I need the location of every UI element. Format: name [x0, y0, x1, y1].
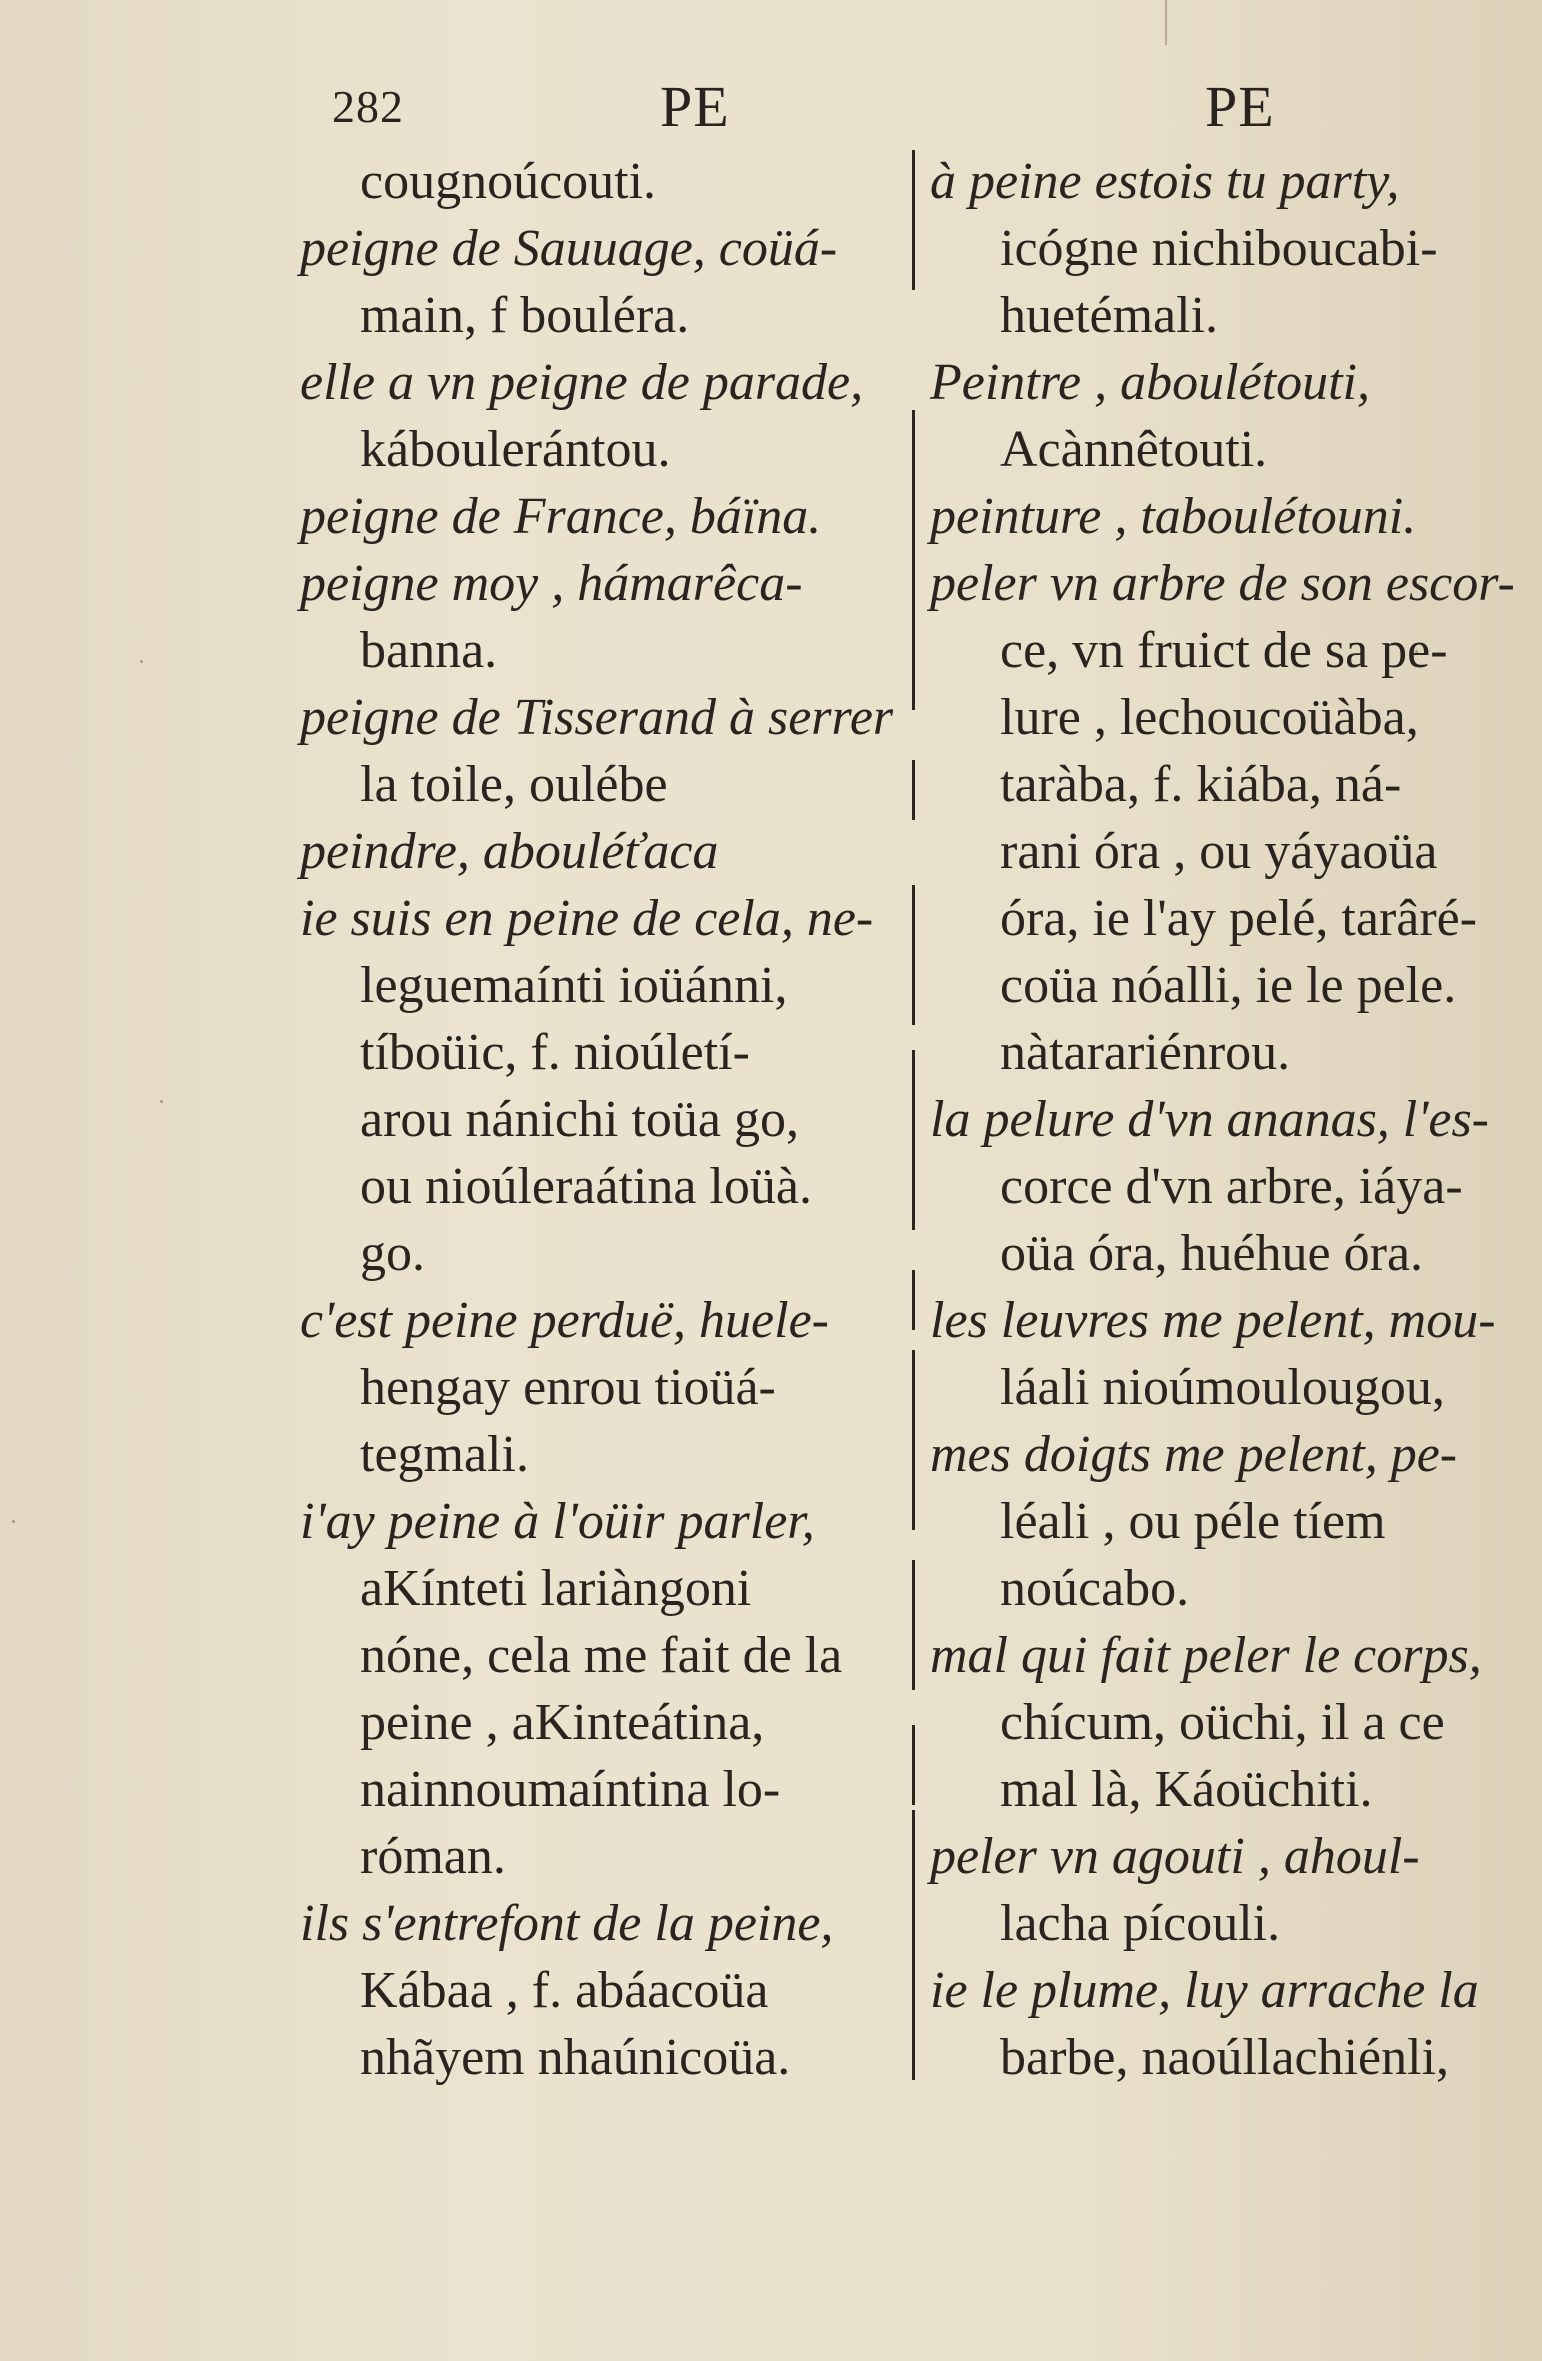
dictionary-entry-continuation: taràba, f. kiába, ná-: [1000, 756, 1402, 813]
dictionary-entry-headword: peigne de Tisserand à serrer: [300, 689, 894, 746]
dictionary-entry-headword: ils s'entrefont de la peine,: [300, 1895, 834, 1952]
running-head-right: PE: [1205, 74, 1275, 139]
dictionary-entry-continuation: káboulerántou.: [360, 421, 671, 478]
dictionary-entry-continuation: ou nioúleraátina loüà.: [360, 1158, 812, 1215]
paper-speck: [12, 1520, 15, 1523]
left-column: [300, 148, 894, 2091]
dictionary-entry-headword: ie le plume, luy arrache la: [930, 1962, 1479, 2019]
dictionary-entry-headword: la pelure d'vn ananas, l'es-: [930, 1091, 1489, 1148]
dictionary-entry-continuation: nàtarariénrou.: [1000, 1024, 1291, 1081]
dictionary-entry-continuation: nhãyem nhaúnicoüa.: [360, 2029, 791, 2086]
dictionary-entry-continuation: róman.: [360, 1828, 506, 1885]
dictionary-entry-continuation: peine , aKinteátina,: [360, 1694, 765, 1751]
dictionary-entry-continuation: leguemaínti ioüánni,: [360, 957, 788, 1014]
running-head-left: PE: [660, 74, 730, 139]
dictionary-entry-continuation: léali , ou péle tíem: [1000, 1493, 1386, 1550]
dictionary-entry-continuation: corce d'vn arbre, iáya-: [1000, 1158, 1463, 1215]
column-rule: [912, 1810, 915, 2080]
dictionary-entry-continuation: Acànnêtouti.: [1000, 421, 1268, 478]
column-rule: [912, 410, 915, 710]
dictionary-entry-continuation: main, f bouléra.: [360, 287, 690, 344]
column-rule: [912, 1560, 915, 1690]
dictionary-entry-headword: peler vn arbre de son escor-: [930, 555, 1515, 612]
dictionary-entry-continuation: lure , lechoucoüàba,: [1000, 689, 1419, 746]
column-rule: [912, 1050, 915, 1230]
column-rule: [912, 1350, 915, 1530]
dictionary-entry-continuation: ce, vn fruict de sa pe-: [1000, 622, 1448, 679]
dictionary-entry-continuation: aKínteti lariàngoni: [360, 1560, 752, 1617]
dictionary-entry-continuation: arou nánichi toüa go,: [360, 1091, 799, 1148]
dictionary-entry-headword: peinture , taboulétouni.: [930, 488, 1417, 545]
dictionary-entry-continuation: icógne nichiboucabi-: [1000, 220, 1438, 277]
dictionary-entry-continuation: nainnoumaíntina lo-: [360, 1761, 781, 1818]
dictionary-entry-continuation: hengay enrou tioüá-: [360, 1359, 776, 1416]
dictionary-entry-headword: mes doigts me pelent, pe-: [930, 1426, 1458, 1483]
dictionary-entry-continuation: cougnoúcouti.: [360, 153, 657, 210]
dictionary-entry-continuation: banna.: [360, 622, 498, 679]
dictionary-entry-headword: peigne moy , hámarêca-: [300, 555, 803, 612]
dictionary-entry-continuation: huetémali.: [1000, 287, 1219, 344]
dictionary-entry-headword: mal qui fait peler le corps,: [930, 1627, 1482, 1684]
dictionary-entry-headword: i'ay peine à l'oüir parler,: [300, 1493, 815, 1550]
dictionary-entry-continuation: oüa óra, huéhue óra.: [1000, 1225, 1424, 1282]
dictionary-entry-continuation: tegmali.: [360, 1426, 529, 1483]
dictionary-entry-headword: peler vn agouti , ahoul-: [930, 1828, 1420, 1885]
page-fold: [1165, 0, 1167, 45]
dictionary-entry-continuation: lacha pícouli.: [1000, 1895, 1281, 1952]
dictionary-entry-continuation: go.: [360, 1225, 425, 1282]
dictionary-entry-continuation: rani óra , ou yáyaoüa: [1000, 823, 1438, 880]
dictionary-entry-headword: à peine estois tu party,: [930, 153, 1400, 210]
dictionary-entry-headword: peigne de France, báïna.: [300, 488, 822, 545]
dictionary-entry-continuation: noúcabo.: [1000, 1560, 1190, 1617]
dictionary-entry-headword: c'est peine perduë, huele-: [300, 1292, 829, 1349]
dictionary-entry-continuation: chícum, oüchi, il a ce: [1000, 1694, 1445, 1751]
paper-speck: [160, 1100, 163, 1103]
dictionary-entry-continuation: la toile, oulébe: [360, 756, 668, 813]
dictionary-entry-continuation: coüa nóalli, ie le pele.: [1000, 957, 1457, 1014]
dictionary-entry-headword: peigne de Sauuage, coüá-: [300, 220, 838, 277]
page-number: 282: [332, 81, 404, 132]
column-rule: [912, 150, 915, 290]
right-column: [930, 148, 1515, 2091]
dictionary-entry-headword: ie suis en peine de cela, ne-: [300, 890, 874, 947]
dictionary-entry-headword: elle a vn peigne de parade,: [300, 354, 864, 411]
dictionary-entry-continuation: nóne, cela me fait de la: [360, 1627, 843, 1684]
column-rule: [912, 1270, 915, 1330]
paper-speck: [140, 660, 143, 663]
dictionary-entry-headword: Peintre , aboulétouti,: [930, 354, 1370, 411]
dictionary-entry-continuation: Kábaa , f. abáacoüa: [360, 1962, 769, 2019]
dictionary-entry-continuation: tíboüic, f. nioúletí-: [360, 1024, 750, 1081]
dictionary-entry-continuation: láali nioúmoulougou,: [1000, 1359, 1445, 1416]
dictionary-entry-continuation: óra, ie l'ay pelé, tarâré-: [1000, 890, 1478, 947]
dictionary-entry-headword: les leuvres me pelent, mou-: [930, 1292, 1496, 1349]
column-rule: [912, 760, 915, 820]
column-rule: [912, 885, 915, 1025]
dictionary-entry-continuation: mal là, Káoüchiti.: [1000, 1761, 1373, 1818]
dictionary-entry-headword: peindre, abouléťaca: [300, 823, 719, 880]
column-rule: [912, 1725, 915, 1805]
dictionary-entry-continuation: barbe, naoúllachiénli,: [1000, 2029, 1450, 2086]
